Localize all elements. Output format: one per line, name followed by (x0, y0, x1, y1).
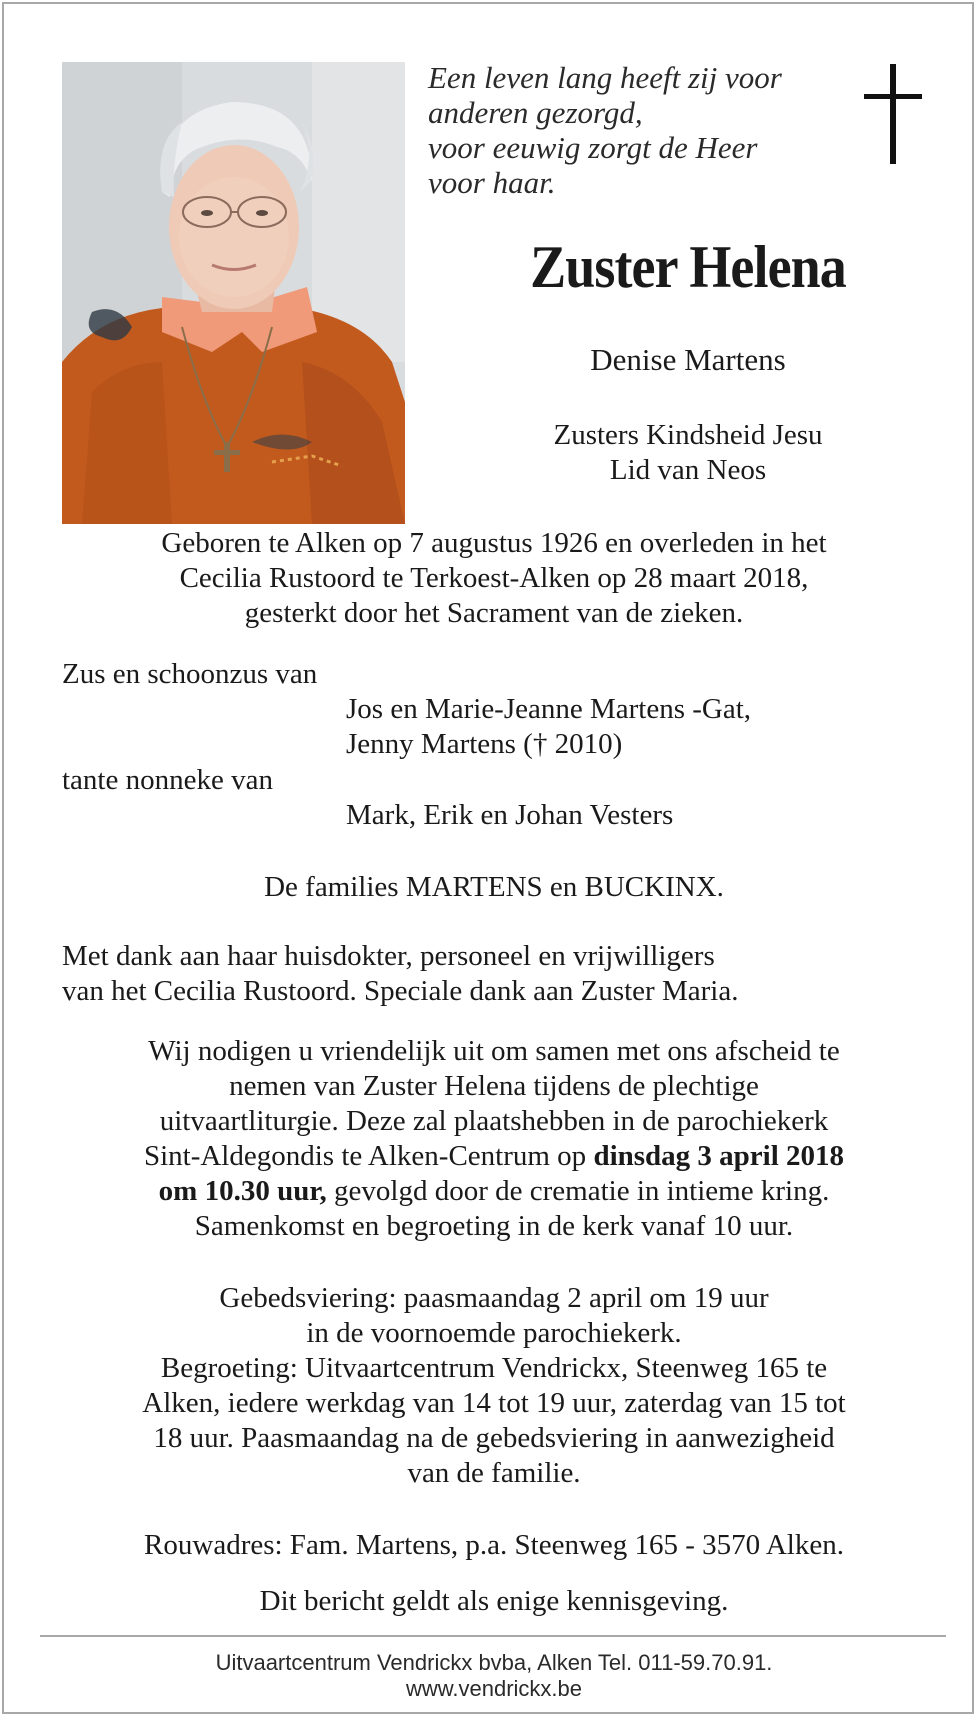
text-line: Cecilia Rustoord te Terkoest-Alken op 28 maart 2018, (179, 562, 809, 594)
order-line: Zusters Kindsheid Jesu (553, 419, 823, 451)
notice-line: Dit bericht geldt als enige kennisgeving. (259, 1585, 729, 1617)
poem-line: voor haar. (428, 165, 556, 200)
latin-cross-icon (864, 64, 922, 164)
text-line: Gebedsviering: paasmaandag 2 april om 19 uur (219, 1282, 769, 1314)
text-line (44, 1139, 944, 1174)
poem-line: anderen gezorgd, (428, 95, 643, 130)
prayer-visitation-text (44, 1281, 944, 1491)
text-line: Begroeting: Uitvaartcentrum Vendrickx, Steenweg 165 te (160, 1352, 828, 1384)
text-line: Alken, iedere werkdag van 14 tot 19 uur, zaterdag van 15 tot (142, 1387, 846, 1419)
thanks-text (62, 939, 738, 1009)
text-line: Met dank aan haar huisdokter, personeel en vrijwilligers (62, 940, 715, 972)
sister-name: Jenny Martens († 2010) (346, 728, 623, 760)
footer-divider (40, 1635, 946, 1637)
aunt-label: tante nonneke van (62, 764, 273, 796)
text-span: gevolgd door de crematie in intieme kring. (326, 1175, 830, 1207)
funeral-date: dinsdag 3 april 2018 (593, 1140, 845, 1172)
memorial-poem (428, 60, 828, 200)
religious-order (428, 418, 948, 488)
funeral-invitation (44, 1034, 944, 1244)
text-line: nemen van Zuster Helena tijdens de plechtige (229, 1070, 759, 1102)
text-line: van de familie. (407, 1457, 581, 1489)
text-span: Sint-Aldegondis te Alken-Centrum op (143, 1140, 594, 1172)
mourning-address: Rouwadres: Fam. Martens, p.a. Steenweg 165 - 3570 Alken. (144, 1529, 844, 1561)
poem-line: Een leven lang heeft zij voor (428, 60, 782, 95)
order-line: Lid van Neos (609, 454, 767, 486)
birth-death-text (44, 526, 944, 631)
poem-line: voor eeuwig zorgt de Heer (428, 130, 758, 165)
portrait-photo (62, 62, 405, 524)
sister-name: Jos en Marie-Jeanne Martens -Gat, (346, 693, 752, 725)
deceased-name: Zuster Helena (530, 234, 846, 300)
funeral-time: om 10.30 uur, (158, 1175, 327, 1207)
text-line: van het Cecilia Rustoord. Speciale dank aan Zuster Maria. (62, 975, 739, 1007)
text-line (44, 1174, 944, 1209)
text-line: Geboren te Alken op 7 augustus 1926 en overleden in het (161, 527, 827, 559)
obituary-card (2, 2, 974, 1714)
text-line: in de voornoemde parochiekerk. (306, 1317, 682, 1349)
aunt-name: Mark, Erik en Johan Vesters (346, 799, 674, 831)
text-line: uitvaartliturgie. Deze zal plaatshebben in de parochiekerk (159, 1105, 829, 1137)
text-line: Samenkomst en begroeting in de kerk vanaf 10 uur. (194, 1210, 794, 1242)
footer-company: Uitvaartcentrum Vendrickx bvba, Alken Tel. 011-59.70.91. (215, 1650, 773, 1675)
sister-label: Zus en schoonzus van (62, 658, 318, 690)
families-line: De families MARTENS en BUCKINX. (264, 871, 724, 903)
birth-name: Denise Martens (590, 342, 786, 377)
text-line: gesterkt door het Sacrament van de zieken. (244, 597, 744, 629)
text-line: Wij nodigen u vriendelijk uit om samen met ons afscheid te (148, 1035, 840, 1067)
text-line: 18 uur. Paasmaandag na de gebedsviering in aanwezigheid (153, 1422, 835, 1454)
footer-website[interactable]: www.vendrickx.be (405, 1676, 583, 1701)
